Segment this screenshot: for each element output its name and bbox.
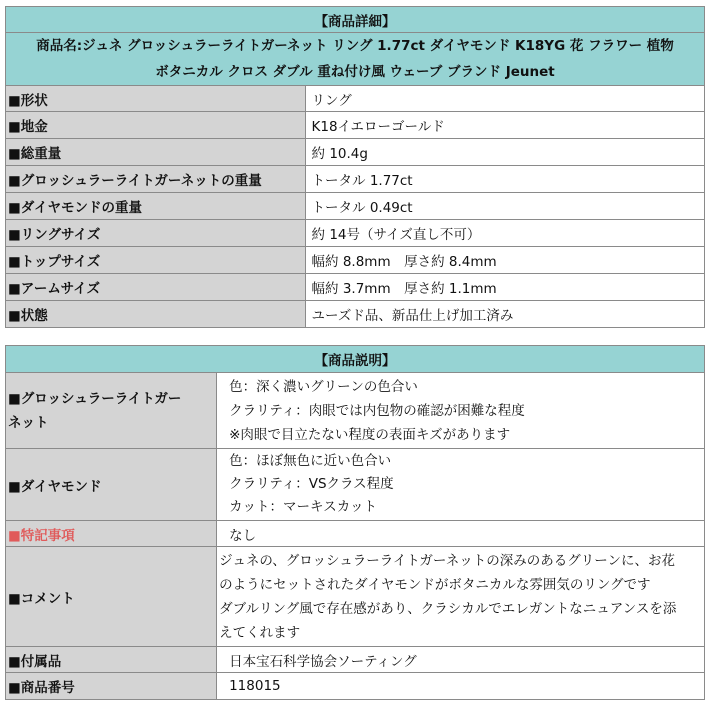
table-row	[6, 220, 705, 247]
product-details-table	[5, 6, 705, 328]
row-value-shape: リング	[305, 86, 704, 112]
row-value-ring-size: 約 14号（サイズ直し不可）	[305, 220, 704, 247]
row-value-top-size: 幅約 8.8mm 厚さ約 8.4mm	[305, 247, 704, 274]
row-label-shape: ■形状	[6, 86, 306, 112]
row-value-metal: K18イエローゴールド	[305, 112, 704, 139]
table-row	[6, 274, 705, 301]
row-value-garnet	[217, 373, 705, 449]
row-value-condition: ユーズド品、新品仕上げ加工済み	[305, 301, 704, 328]
row-label-top-size: ■トップサイズ	[6, 247, 306, 274]
row-label-diamond-weight: ■ダイヤモンドの重量	[6, 193, 306, 220]
row-value-total-weight: 約 10.4g	[305, 139, 704, 166]
table-row	[6, 521, 705, 547]
table-row	[6, 139, 705, 166]
table-row	[6, 673, 705, 700]
details-header: 【商品詳細】	[6, 7, 705, 33]
row-label-special-notes: ■特記事項	[6, 521, 217, 547]
row-label-condition: ■状態	[6, 301, 306, 328]
description-header: 【商品説明】	[6, 346, 705, 373]
table-row	[6, 193, 705, 220]
garnet-label-line-1: ■グロッシュラーライトガー	[8, 390, 182, 407]
row-label-item-number: ■商品番号	[6, 673, 217, 700]
garnet-color: 色：深く濃いグリーンの色合い	[229, 378, 418, 395]
garnet-clarity: クラリティ：肉眼では内包物の確認が困難な程度	[229, 402, 525, 419]
table-row	[6, 647, 705, 673]
row-label-comment: ■コメント	[6, 547, 217, 647]
row-value-diamond	[217, 449, 705, 521]
row-value-garnet-weight: トータル 1.77ct	[305, 166, 704, 193]
garnet-label-line-2: ネット	[8, 414, 49, 431]
row-label-total-weight: ■総重量	[6, 139, 306, 166]
product-description-table	[5, 345, 705, 700]
table-row	[6, 301, 705, 328]
comment-line-4: えてくれます	[219, 624, 301, 641]
diamond-cut: カット：マーキスカット	[229, 499, 378, 515]
table-row	[6, 449, 705, 521]
row-value-item-number: 118015	[217, 673, 705, 700]
product-name-line-1: 商品名:ジュネ グロッシュラーライトガーネット リング 1.77ct ダイヤモンド K18YG 花 フラワー 植物	[36, 38, 674, 54]
row-label-garnet-weight: ■グロッシュラーライトガーネットの重量	[6, 166, 306, 193]
row-label-arm-size: ■アームサイズ	[6, 274, 306, 301]
row-value-diamond-weight: トータル 0.49ct	[305, 193, 704, 220]
product-name-line-2: ボタニカル クロス ダブル 重ね付け風 ウェーブ ブランド Jeunet	[155, 64, 555, 80]
table-row	[6, 86, 705, 112]
diamond-clarity: クラリティ：VSクラス程度	[229, 476, 394, 492]
row-label-metal: ■地金	[6, 112, 306, 139]
diamond-color: 色：ほぼ無色に近い色合い	[229, 453, 392, 469]
table-row	[6, 112, 705, 139]
table-row	[6, 547, 705, 647]
row-value-comment	[217, 547, 705, 647]
row-value-arm-size: 幅約 3.7mm 厚さ約 1.1mm	[305, 274, 704, 301]
comment-line-3: ダブルリング風で存在感があり、クラシカルでエレガントなニュアンスを添	[219, 600, 677, 617]
table-row	[6, 166, 705, 193]
garnet-note: ※肉眼で目立たない程度の表面キズがあります	[229, 426, 511, 443]
row-label-accessories: ■付属品	[6, 647, 217, 673]
row-value-special-notes: なし	[217, 521, 705, 547]
row-label-garnet	[6, 373, 217, 449]
comment-line-1: ジュネの、グロッシュラーライトガーネットの深みのあるグリーンに、お花	[219, 552, 675, 569]
row-label-diamond: ■ダイヤモンド	[6, 449, 217, 521]
table-row	[6, 373, 705, 449]
table-row	[6, 247, 705, 274]
row-value-accessories: 日本宝石科学協会ソーティング	[217, 647, 705, 673]
row-label-ring-size: ■リングサイズ	[6, 220, 306, 247]
comment-line-2: のようにセットされたダイヤモンドがボタニカルな雰囲気のリングです	[219, 576, 651, 593]
product-name	[6, 33, 705, 86]
